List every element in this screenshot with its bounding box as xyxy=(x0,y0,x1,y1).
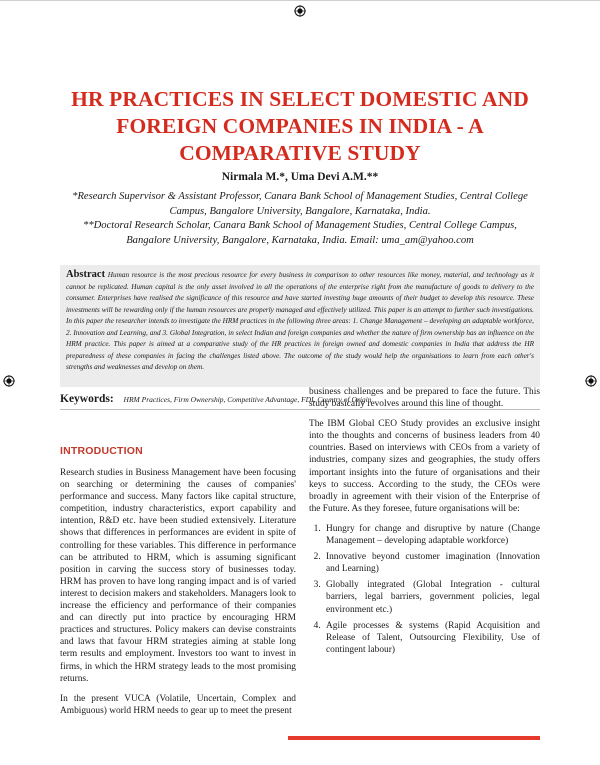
list-item: 4. Agile processes & systems (Rapid Acquisition and Release of Talent, Outsourcing Flexibility, Use of contingent labour) xyxy=(323,620,540,656)
affiliation-2: **Doctoral Research Scholar, Canara Bank School of Management Studies, Central College Campus, Bangalore University, Bangalore, Karnataka, India. Email: uma_am@yahoo.com xyxy=(83,220,517,246)
list-item: 2. Innovative beyond customer imagination (Innovation and Learning) xyxy=(323,551,540,575)
paragraph: In the present VUCA (Volatile, Uncertain, Complex and Ambiguous) world HRM needs to gear up to meet the present xyxy=(60,693,296,716)
future-organisations-list xyxy=(309,523,540,656)
registration-mark-icon xyxy=(3,375,15,387)
registration-mark-icon xyxy=(294,5,306,17)
section-heading: INTRODUCTION xyxy=(60,445,143,457)
abstract-box xyxy=(60,265,540,387)
paragraph: Research studies in Business Management have been focusing on searching or determining the causes of companies' performance and success. Many factors like capital structure, competition, industry characteristics, export capability and intention, R&D etc. have been studied extensively. Literature shows that differences in performances are evident in spite of controlling for these variables. This difference in performance can be attributed to HRM, which is assuming significant position in carving the success story of businesses today. HRM has proven to have long ranging impact and is of varied interest to decision makers and stakeholders. Managers look to increase the efficiency and performance of their companies and can directly put into practice by encouraging HRM practices and structures. Policy makers can devise constraints and laws that favour HRM strategies aiming at stable long term results and employment. Investors too want to invest in firms, in which the HRM strategy leads to the most promising returns. xyxy=(60,468,296,684)
authors: Nirmala M.*, Uma Devi A.M.** xyxy=(221,171,379,183)
registration-mark-icon xyxy=(585,375,597,387)
paragraph: The IBM Global CEO Study provides an exclusive insight into the thoughts and concerns of business leaders from 40 countries. Based on interviews with CEOs from a variety of industries, company sizes and geographies, the study offers important insights into the future of organisations and their keys to success. According to the study, the CEOs were broadly in agreement with their vision of the Enterprise of the Future. As they foresee, future organisations will be: xyxy=(309,419,540,514)
abstract-text: Human resource is the most precious resource for every business in comparison to other resources like money, material, and technology as it cannot be replicated. Human capital is the only asset involved in all the operations of the enterprise right from the manufacture of goods to delivery to the consumer. Enterprises have realised the significance of this resource and have started investing huge amounts of their budget to develop this resource. These investments will be rewarding only if the human resources are properly managed and effectively utilized. This paper is an attempt to further such investigations. In this paper the researcher intends to investigate the HRM practices in the following three areas: 1. Change Management – developing an adaptable workforce, 2. Innovation and Learning, and 3. Global Integration, in select Indian and foreign companies and whether the nature of firm ownership has an influence on the HRM practice. This paper is aimed at a comparative study of the HR practices in foreign owned and domestic companies in India that address the HR preparedness of these companies in facing the challenges listed above. The outcome of the study would help the organisations to learn from each other's strengths and weaknesses and develop on them. xyxy=(66,271,535,371)
right-column xyxy=(309,386,540,660)
footer-accent-bar xyxy=(288,736,540,740)
left-column xyxy=(60,467,296,725)
paragraph: business challenges and be prepared to face the future. This study basically revolves around this line of thought. xyxy=(309,387,540,410)
abstract-label: Abstract xyxy=(66,269,106,280)
list-item: 3. Globally integrated (Global Integration - cultural barriers, legal barriers, government policies, legal environment etc.) xyxy=(323,579,540,615)
paper-title: HR PRACTICES IN SELECT DOMESTIC AND FOREIGN COMPANIES IN INDIA - A COMPARATIVE STUDY xyxy=(71,87,529,165)
keywords-label: Keywords: xyxy=(60,393,114,405)
list-item: 1. Hungry for change and disruptive by nature (Change Management – developing adaptable workforce) xyxy=(323,523,540,547)
affiliation-1: *Research Supervisor & Assistant Professor, Canara Bank School of Management Studies, Central College Campus, Bangalore University, Bangalore, Karnataka, India. xyxy=(72,191,528,217)
crop-line xyxy=(0,0,600,1)
keywords-text: HRM Practices, Firm Ownership, Competitive Advantage, FDI, Country of Origin xyxy=(123,395,372,404)
